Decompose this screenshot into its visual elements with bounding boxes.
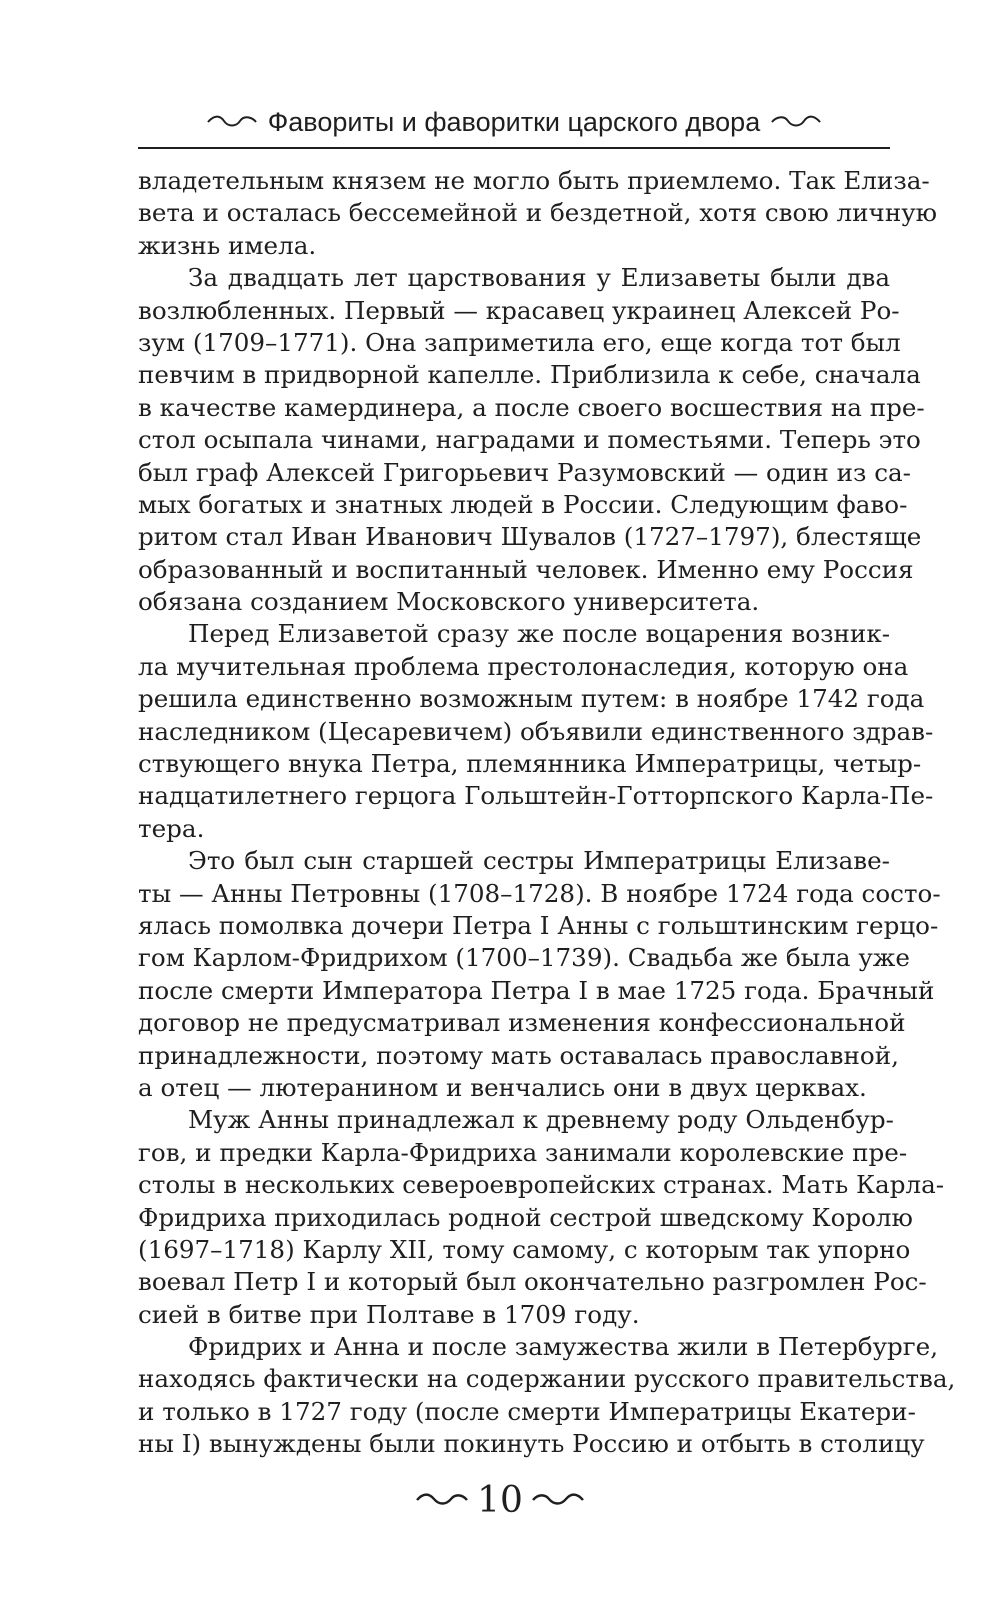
page-footer [0, 1475, 1000, 1525]
text-line: гов, и предки Карла-Фридриха занимали королевские пре- [138, 1137, 908, 1167]
text-line: владетельным князем не могло быть приемлемо. Так Елиза- [138, 166, 930, 195]
paragraph [138, 165, 938, 262]
page-number: 10 [477, 1479, 523, 1521]
text-line: зум (1709–1771). Она заприметила его, еще когда тот был [138, 327, 901, 357]
text-line: гом Карлом-Фридрихом (1700–1739). Свадьба же была уже [138, 943, 910, 973]
running-head [138, 103, 890, 141]
text-line: сией в битве при Полтаве в 1709 году. [138, 1299, 640, 1329]
paragraph [138, 845, 941, 1104]
text-line: наследником (Цесаревичем) объявили единственного здрав- [138, 716, 934, 746]
text-line: Это был сын старшей сестры Императрицы Елизаве- [188, 846, 890, 876]
right-swash-ornament-icon [531, 1491, 585, 1509]
text-line: ритом стал Иван Иванович Шувалов (1727–1797), блестяще [138, 522, 922, 552]
text-line: ны I) вынуждены были покинуть Россию и отбыть в столицу [138, 1429, 925, 1459]
text-line: надцатилетнего герцога Гольштейн-Готторпского Карла-Пе- [138, 781, 934, 811]
body-text [138, 165, 956, 1461]
running-title: Фавориты и фаворитки царского двора [267, 106, 761, 137]
paragraph [138, 1104, 945, 1331]
paragraph [138, 1331, 956, 1461]
text-line: принадлежности, поэтому мать оставалась православной, [138, 1040, 899, 1070]
text-line: Фридриха приходилась родной сестрой шведскому Королю [138, 1202, 913, 1232]
text-line: тера. [138, 813, 205, 843]
text-line: мых богатых и знатных людей в России. Следующим фаво- [138, 489, 908, 519]
text-line: ла мучительная проблема престолонаследия, которую она [138, 651, 909, 681]
text-line: Перед Елизаветой сразу же после воцарения возник- [188, 619, 890, 649]
text-line: Фридрих и Анна и после замужества жили в Петербурге, [188, 1332, 939, 1362]
text-line: образованный и воспитанный человек. Именно ему Россия [138, 554, 914, 584]
text-line: ствующего внука Петра, племянника Императрицы, четыр- [138, 749, 922, 779]
paragraph [138, 618, 934, 845]
text-line: договор не предусматривал изменения конфессиональной [138, 1008, 906, 1038]
left-swash-ornament-icon [415, 1491, 469, 1509]
text-line: вета и осталась бессемейной и бездетной, хотя свою личную [138, 198, 938, 228]
text-line: а отец — лютеранином и венчались они в двух церквах. [138, 1072, 867, 1102]
right-swash-ornament-icon [770, 113, 822, 131]
text-line: ты — Анны Петровны (1708–1728). В ноябре 1724 года состо- [138, 878, 941, 908]
text-line: певчим в придворной капелле. Приблизила к себе, сначала [138, 360, 921, 390]
text-line: и только в 1727 году (после смерти Императрицы Екатери- [138, 1396, 916, 1426]
text-line: ялась помолвка дочери Петра I Анны с гольштинским герцо- [138, 910, 939, 940]
text-line: столы в нескольких североевропейских странах. Мать Карла- [138, 1170, 945, 1200]
text-line: Муж Анны принадлежал к древнему роду Ольденбур- [188, 1105, 894, 1135]
text-line: в качестве камердинера, а после своего восшествия на пре- [138, 392, 925, 422]
text-line: обязана созданием Московского университета. [138, 587, 760, 617]
paragraph [138, 262, 925, 618]
text-line: возлюбленных. Первый — красавец украинец Алексей Ро- [138, 295, 900, 325]
text-line: был граф Алексей Григорьевич Разумовский — один из са- [138, 457, 911, 487]
text-line: воевал Петр I и который был окончательно разгромлен Рос- [138, 1267, 927, 1297]
text-line: находясь фактически на содержании русского правительства, [138, 1364, 956, 1394]
header-rule [138, 147, 890, 149]
text-line: после смерти Императора Петра I в мае 1725 года. Брачный [138, 975, 935, 1005]
text-line: (1697–1718) Карлу XII, тому самому, с которым так упорно [138, 1234, 911, 1264]
left-swash-ornament-icon [206, 113, 258, 131]
text-line: решила единственно возможным путем: в ноябре 1742 года [138, 684, 925, 714]
text-line: За двадцать лет царствования у Елизаветы были два [188, 263, 890, 293]
text-line: стол осыпала чинами, наградами и поместьями. Теперь это [138, 425, 921, 455]
text-line: жизнь имела. [138, 230, 317, 260]
